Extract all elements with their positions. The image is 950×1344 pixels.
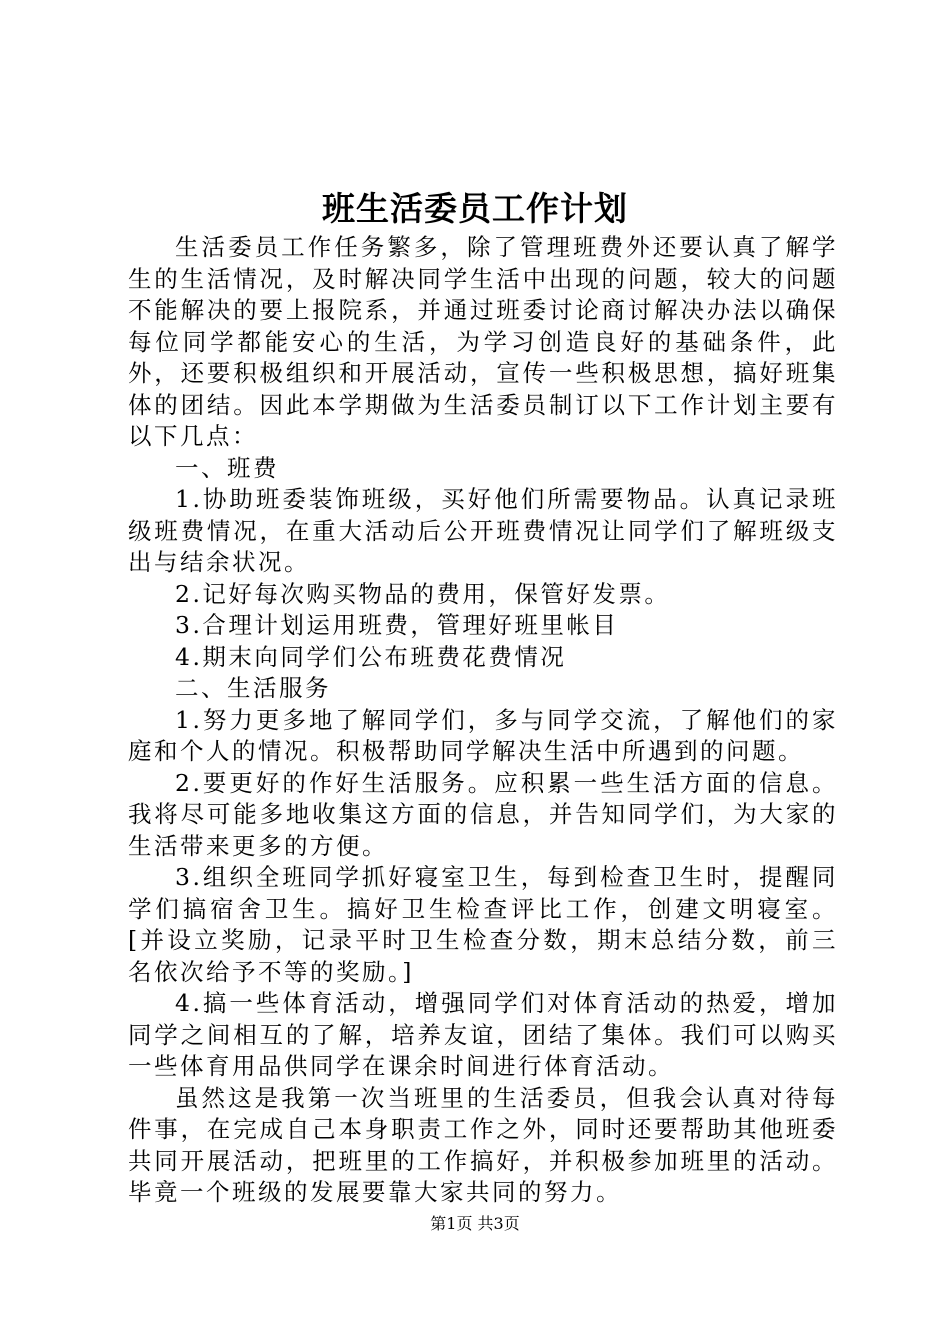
paragraph-intro: 生活委员工作任务繁多，除了管理班费外还要认真了解学生的生活情况，及时解决同学生活中出现的问题，较大的问题不能解决的要上报院系，并通过班委讨论商讨解决办法以确保每位同学都能安心的生活，为学习创造良好的基础条件，此外，还要积极组织和开展活动，宣传一些积极思想，搞好班集体的团结。因此本学期做为生活委员制订以下工作计划主要有以下几点： (128, 233, 838, 450)
document-body (128, 232, 838, 1209)
section-heading-life-service: 二、生活服务 (175, 674, 331, 702)
list-item: 3.合理计划运用班费，管理好班里帐目 (175, 611, 619, 639)
list-item: 1.努力更多地了解同学们，多与同学交流，了解他们的家庭和个人的情况。积极帮助同学解决生活中所遇到的问题。 (128, 705, 838, 765)
list-item: 1.协助班委装饰班级，买好他们所需要物品。认真记录班级班费情况，在重大活动后公开班费情况让同学们了解班级支出与结余状况。 (128, 485, 838, 576)
list-item: 2.记好每次购买物品的费用，保管好发票。 (175, 579, 671, 608)
section-heading-class-fees: 一、班费 (175, 453, 279, 482)
list-item: 4.搞一些体育活动，增强同学们对体育活动的热爱，增加同学之间相互的了解，培养友谊，团结了集体。我们可以购买一些体育用品供同学在课余时间进行体育活动。 (128, 989, 838, 1080)
paragraph-conclusion: 虽然这是我第一次当班里的生活委员，但我会认真对待每件事，在完成自己本身职责工作之外，同时还要帮助其他班委共同开展活动，把班里的工作搞好，并积极参加班里的活动。毕竟一个班级的发展要靠大家共同的努力。 (128, 1083, 838, 1206)
document-title: 班生活委员工作计划 (322, 189, 628, 228)
page-number: 第1页 共3页 (430, 1214, 520, 1233)
list-item: 3.组织全班同学抓好寝室卫生，每到检查卫生时，提醒同学们搞宿舍卫生。搞好卫生检查评比工作，创建文明寝室。[并设立奖励，记录平时卫生检查分数，期末总结分数，前三名依次给予不等的奖励。] (128, 863, 838, 986)
list-item: 2.要更好的作好生活服务。应积累一些生活方面的信息。我将尽可能多地收集这方面的信息，并告知同学们，为大家的生活带来更多的方便。 (128, 768, 838, 860)
list-item: 4.期末向同学们公布班费花费情况 (175, 642, 567, 671)
